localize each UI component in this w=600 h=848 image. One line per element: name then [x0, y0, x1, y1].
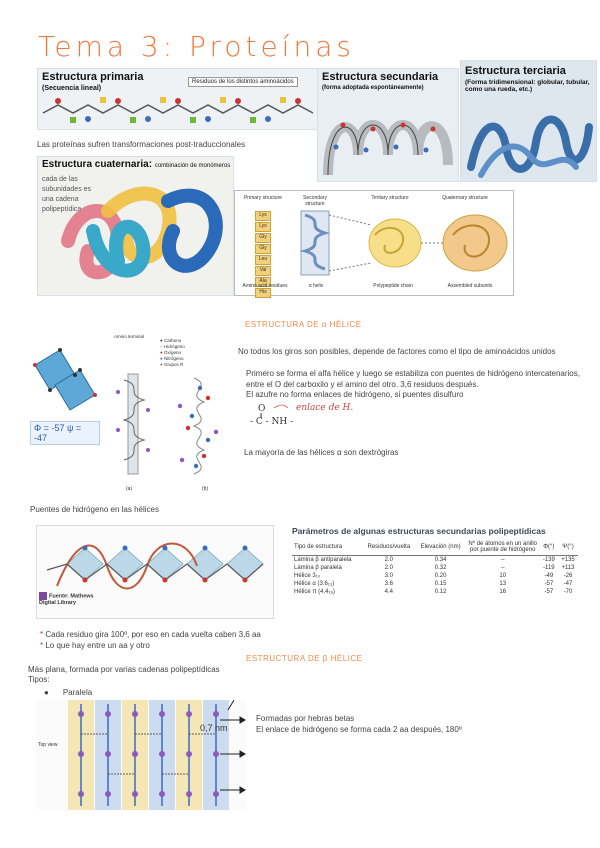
post-translational-note: Las proteínas sufren transformaciones post-traduccionales: [37, 140, 246, 149]
table-row: [292, 556, 578, 565]
params-header-row: [292, 539, 578, 556]
quaternary-ribbon-illustration: [58, 171, 233, 295]
panel-label-a: (a): [126, 486, 133, 492]
legend-label: Grupos R: [163, 362, 184, 367]
level-caption-quaternary: Assembled subunits: [447, 283, 493, 289]
protein-levels-figure: [234, 190, 514, 296]
table-cell: -57: [544, 581, 554, 587]
residue-rotation-text: Cada residuo gira 100º, por eso en cada vuelta caben 3,6 aa: [45, 630, 261, 639]
table-cell: 4.4: [384, 589, 393, 595]
secondary-structure-figure: [317, 68, 459, 182]
quaternary-structure-figure: [37, 156, 234, 296]
secondary-title: Estructura secundaria: [322, 71, 439, 83]
level-label-tertiary: Tertiary structure: [371, 195, 409, 201]
svg-text:- C - NH -: - C - NH -: [250, 417, 294, 427]
hydrogen-bond-note: enlace de H.: [296, 403, 354, 413]
secondary-parameters-table: [286, 523, 584, 596]
table-cell: 0.34: [434, 557, 447, 563]
residues-callout: Residuos de los distintos aminoácidos: [188, 77, 298, 87]
table-cell: Hélice 3₁₀: [294, 573, 321, 579]
col-header: Elevación (nm): [415, 539, 465, 556]
residue-box: Lys: [255, 211, 271, 221]
table-cell: 0.32: [434, 565, 447, 571]
mathews-source: [39, 592, 101, 607]
levels-illustration: [275, 205, 511, 281]
table-cell: -119: [543, 565, 555, 571]
legend-label: Oxígeno: [163, 350, 181, 355]
beta-bullet: [44, 688, 92, 697]
asterisk-icon: *: [40, 641, 44, 650]
amino-terminal-label: Amino terminal: [114, 334, 145, 339]
legend-hidrogeno: ● Hidrógeno: [160, 344, 185, 349]
legend-label: Nitrógeno: [163, 356, 184, 361]
legend-nitrogeno: ● Nitrógeno: [160, 356, 184, 361]
hydrogen-bond-figure: [36, 525, 274, 619]
col-header: Ψ(°): [558, 539, 578, 556]
secondary-helix-illustration: [318, 95, 458, 181]
topview-label: Top view: [38, 742, 58, 748]
panel-label-b: (b): [202, 486, 209, 492]
table-row: [292, 588, 578, 596]
alpha-text-2: Primero se forma el alfa hélice y luego se estabiliza con puentes de hidrógeno intercatenarios, entre el O del carboxilo y el amino del otro. 3,6 residuos después.: [246, 369, 580, 389]
residue-box: Gly: [255, 233, 271, 243]
table-cell: 2.0: [384, 565, 393, 571]
alpha-helix-heading: ESTRUCTURA DE α HÉLICE: [245, 320, 362, 329]
level-label-secondary: Secondary structure: [303, 195, 327, 207]
table-row: [292, 580, 578, 588]
beta-tipos: Tipos:: [28, 675, 50, 684]
tertiary-structure-figure: [460, 60, 597, 182]
table-cell: Lámina β paralela: [294, 565, 342, 571]
table-cell: -57: [544, 589, 554, 595]
tertiary-subtitle: (Forma tridimensional: globular, tubular, como una rueda, etc.): [465, 79, 590, 93]
residue-box: Leu: [255, 255, 271, 265]
table-cell: -70: [563, 589, 573, 595]
mathews-logo: [39, 592, 47, 600]
alpha-helix-diagram: [104, 334, 230, 494]
table-cell: Lámina β antiparalela: [294, 557, 352, 563]
secondary-subtitle: (forma adoptada espontáneamente): [322, 85, 424, 91]
alpha-helix-illustration: [104, 370, 230, 482]
table-row: [292, 564, 578, 572]
table-cell: 10: [499, 573, 507, 579]
table-cell: 16: [499, 589, 507, 595]
col-header: Tipo de estructura: [292, 539, 362, 556]
table-cell: 0.12: [434, 589, 447, 595]
legend-label: Carbono: [163, 338, 182, 343]
between-aa-note: [40, 641, 150, 650]
legend-carbono: ● Carbono: [160, 338, 182, 343]
mathews-source-text: Fuente: Mathews Digital Library: [39, 593, 94, 607]
quaternary-title: [42, 159, 230, 170]
table-cell: 3.0: [384, 573, 393, 579]
residue-rotation-note: [40, 630, 261, 639]
table-cell: 0.15: [434, 581, 447, 587]
peptide-plane-figure: [30, 345, 100, 443]
primary-chain-illustration: [38, 95, 318, 129]
table-cell: 2.0: [384, 557, 393, 563]
svg-text:O: O: [258, 404, 266, 414]
legend-oxigeno: ● Oxígeno: [160, 350, 181, 355]
level-caption-primary: Amino acid residues: [242, 283, 288, 289]
tertiary-ribbon-illustration: [461, 107, 596, 181]
quaternary-title-text: Estructura cuaternaria:: [42, 159, 153, 170]
level-caption-secondary: α helix: [308, 283, 324, 289]
level-label-primary: Primary structure: [243, 195, 283, 201]
quaternary-side-note: cada de las subunidades es una cadena polipeptídica: [42, 176, 92, 213]
page-title: Tema 3: Proteínas: [38, 30, 355, 63]
atom-legend: [160, 338, 185, 368]
between-aa-text: Lo que hay entre un aa y otro: [45, 641, 150, 650]
table-cell: -26: [563, 573, 573, 579]
table-cell: +135: [561, 557, 575, 563]
table-cell: -139: [542, 557, 555, 563]
legend-grupos-r: ● Grupos R: [160, 362, 184, 367]
beta-text-2: El enlace de hidrógeno se forma cada 2 aa después, 180º: [256, 725, 462, 734]
beta-sheet-illustration: [64, 700, 246, 810]
legend-label: Hidrógeno: [163, 344, 185, 349]
beta-sheet-figure: [36, 700, 246, 810]
table-cell: 13: [499, 581, 507, 587]
table-cell: --: [500, 557, 505, 563]
table-cell: 0.20: [434, 573, 447, 579]
beta-heading: ESTRUCTURA DE β HÉLICE: [246, 654, 363, 663]
table-cell: Hélice π (4.4₁₆): [294, 589, 335, 595]
level-label-quaternary: Quaternary structure: [442, 195, 488, 201]
asterisk-icon: *: [40, 630, 44, 639]
peptide-plane-illustration: [30, 345, 100, 417]
beta-text-1: Formadas por hebras betas: [256, 714, 355, 723]
params-title: Parámetros de algunas estructuras secundarias polipeptídicas: [292, 526, 546, 536]
table-cell: --: [500, 565, 505, 571]
params-table: [292, 539, 578, 596]
beta-intro: Más plana, formada por varias cadenas polipeptídicas: [28, 665, 220, 674]
tertiary-title: Estructura terciaria: [465, 65, 566, 77]
sheet-width-label: 0,7 nm: [200, 723, 228, 733]
table-cell: Hélice α (3.6₁₃): [294, 581, 335, 587]
residue-box: Lys: [255, 222, 271, 232]
primary-subtitle: (Secuencia lineal): [42, 85, 102, 92]
quaternary-subtitle: combinación de monómeros: [154, 163, 231, 169]
table-cell: -49: [544, 573, 554, 579]
alpha-text-3: El azufre no forma enlaces de hidrógeno, si puentes disulfuro: [246, 390, 464, 399]
col-header: Φ(°): [540, 539, 558, 556]
residue-box: Ala: [255, 277, 271, 287]
bullet-icon: ●: [44, 688, 49, 697]
table-cell: 3.6: [384, 581, 393, 587]
phi-psi-angles: Φ = -57 ψ = -47: [30, 421, 100, 445]
col-header: Nº de átomos en un anillo por puente de hidrógeno: [466, 539, 540, 556]
alpha-text-1: No todos los giros son posibles, depende de factores como el tipo de aminoácidos unidos: [238, 347, 556, 356]
table-row: [292, 572, 578, 580]
col-header: Residuos/vuelta: [362, 539, 415, 556]
residue-box: Val: [255, 266, 271, 276]
residue-box: Gly: [255, 244, 271, 254]
table-cell: -47: [563, 581, 573, 587]
primary-structure-figure: [37, 68, 319, 130]
beta-bullet-text: Paralela: [62, 688, 93, 697]
puentes-label: Puentes de hidrógeno en las hélices: [30, 505, 159, 514]
residue-box: His: [255, 288, 271, 298]
alpha-text-4: La mayoría de las hélices α son dextrógiras: [244, 448, 399, 457]
primary-title: Estructura primaria: [42, 71, 144, 83]
level-caption-tertiary: Polypeptide chain: [373, 283, 413, 289]
table-cell: +113: [561, 565, 575, 571]
